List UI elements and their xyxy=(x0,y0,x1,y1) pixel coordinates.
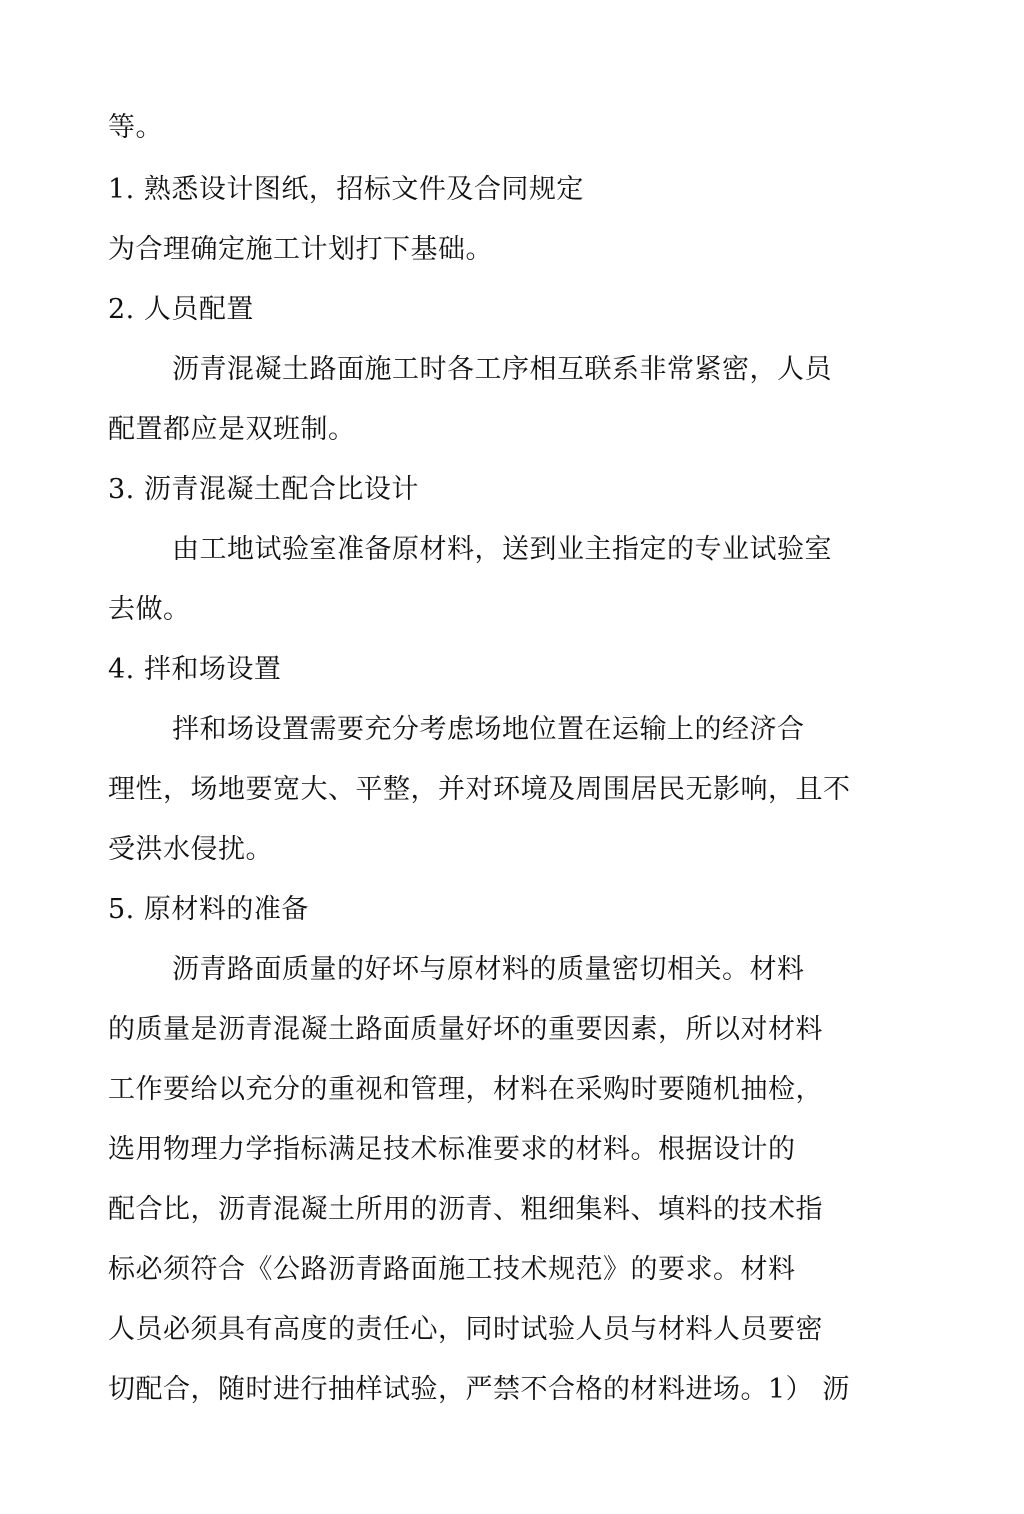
text-line: 去做。 xyxy=(108,594,191,625)
paragraph-first-line: 拌和场设置需要充分考虑场地位置在运输上的经济合 xyxy=(172,714,805,745)
paragraph-first-line: 沥青路面质量的好坏与原材料的质量密切相关。材料 xyxy=(172,954,805,985)
text-line: 受洪水侵扰。 xyxy=(108,834,273,865)
section-heading-2: 2. 人员配置 xyxy=(108,294,254,325)
section-heading-1: 1. 熟悉设计图纸，招标文件及合同规定 xyxy=(108,174,584,205)
text-line: 选用物理力学指标满足技术标准要求的材料。根据设计的 xyxy=(108,1134,796,1165)
section-heading-4: 4. 拌和场设置 xyxy=(108,654,282,685)
text-line: 理性，场地要宽大、平整，并对环境及周围居民无影响，且不 xyxy=(108,774,851,805)
paragraph-first-line: 沥青混凝土路面施工时各工序相互联系非常紧密，人员 xyxy=(172,354,832,385)
text-line: 人员必须具有高度的责任心，同时试验人员与材料人员要密 xyxy=(108,1314,823,1345)
text-line: 配置都应是双班制。 xyxy=(108,414,356,445)
text-line: 切配合，随时进行抽样试验，严禁不合格的材料进场。1） 沥 xyxy=(108,1374,850,1405)
text-line: 工作要给以充分的重视和管理，材料在采购时要随机抽检， xyxy=(108,1074,823,1105)
text-line: 配合比，沥青混凝土所用的沥青、粗细集料、填料的技术指 xyxy=(108,1194,823,1225)
section-heading-3: 3. 沥青混凝土配合比设计 xyxy=(108,474,419,505)
section-heading-5: 5. 原材料的准备 xyxy=(108,894,309,925)
text-line: 的质量是沥青混凝土路面质量好坏的重要因素，所以对材料 xyxy=(108,1014,823,1045)
text-line: 为合理确定施工计划打下基础。 xyxy=(108,234,493,265)
paragraph-first-line: 由工地试验室准备原材料，送到业主指定的专业试验室 xyxy=(172,534,832,565)
text-line-continuation: 等。 xyxy=(108,112,163,143)
text-line: 标必须符合《公路沥青路面施工技术规范》的要求。材料 xyxy=(108,1254,796,1285)
